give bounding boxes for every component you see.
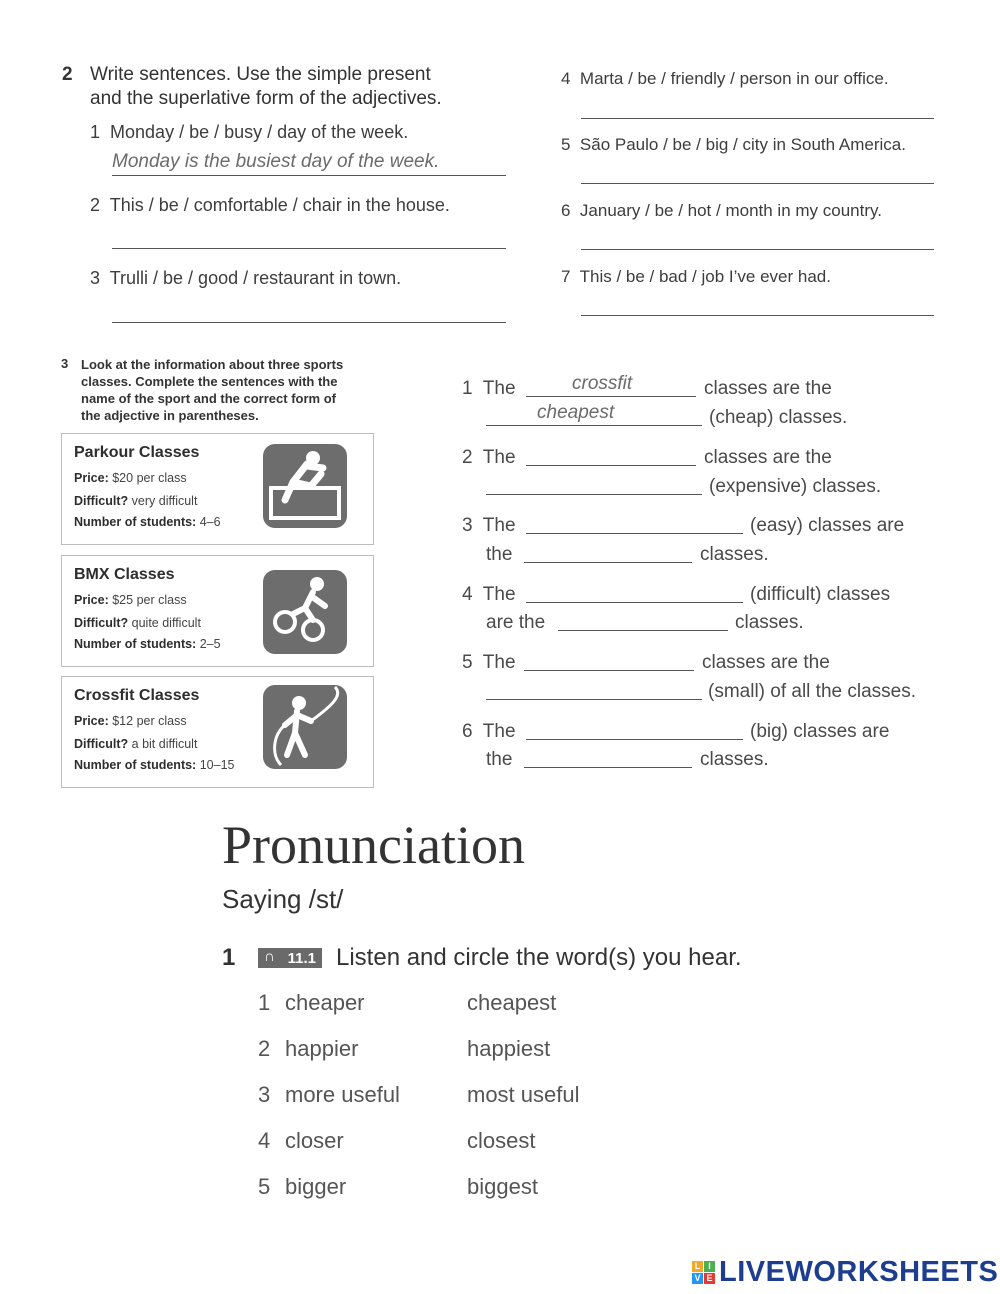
pronunciation-ex-number: 1 (222, 944, 236, 971)
sentence-text: (small) of all the classes. (708, 681, 917, 702)
item-prompt: Monday / be / busy / day of the week. (110, 122, 409, 142)
ex2-instruction-line2: and the superlative form of the adjectives. (90, 88, 442, 109)
sentence-text: classes are the (704, 447, 832, 468)
pron-row-2 (258, 1036, 551, 1062)
sentence-1-blank-1[interactable] (526, 396, 696, 397)
instruction-line: the adjective in parentheses. (81, 408, 259, 423)
parkour-icon (263, 444, 347, 528)
ex3-sentence-1 (462, 378, 516, 400)
item-number: 6 (561, 201, 571, 220)
answer-line (112, 175, 506, 176)
card-difficulty: Difficult? very difficult (74, 494, 198, 508)
card-students: Number of students: 4–6 (74, 515, 221, 529)
item-prompt: This / be / bad / job I’ve ever had. (579, 267, 831, 286)
ex2-item-7 (561, 267, 831, 287)
ex3-number: 3 (61, 356, 69, 371)
ex2-item-3-answer-line[interactable] (112, 322, 506, 323)
sentence-text: classes. (735, 612, 804, 633)
sentence-text: The (482, 378, 516, 399)
word-option-b[interactable]: cheapest (467, 990, 557, 1015)
sentence-text: The (482, 721, 516, 742)
sentence-5-blank-1[interactable] (524, 670, 694, 671)
sentence-text: (big) classes are (750, 721, 890, 742)
card-students: Number of students: 10–15 (74, 758, 235, 772)
instruction-line: name of the sport and the correct form of (81, 391, 336, 406)
sentence-number: 2 (462, 447, 473, 468)
item-prompt: This / be / comfortable / chair in the house. (109, 195, 450, 215)
sentence-text: the (486, 544, 513, 565)
word-option-a[interactable]: closer (285, 1128, 344, 1153)
logo-tiles-icon (692, 1261, 715, 1284)
item-prompt: Trulli / be / good / restaurant in town. (109, 268, 402, 288)
sentence-1-answer-1: crossfit (572, 373, 633, 394)
ex2-item-7-answer-line[interactable] (581, 315, 934, 316)
pron-row-3 (258, 1082, 580, 1108)
pronunciation-title: Pronunciation (222, 815, 525, 875)
row-number: 1 (258, 990, 271, 1015)
ex2-item-1 (90, 122, 408, 143)
bmx-icon (263, 570, 347, 654)
ex2-item-6-answer-line[interactable] (581, 249, 934, 250)
liveworksheets-logo (692, 1256, 998, 1289)
word-option-b[interactable]: biggest (467, 1174, 538, 1199)
ex2-instruction-line1: Write sentences. Use the simple present (90, 64, 431, 85)
ex2-number: 2 (62, 64, 73, 85)
ex2-item-3 (90, 268, 401, 289)
row-number: 3 (258, 1082, 271, 1107)
item-number: 7 (561, 267, 571, 286)
ex3-sentence-5 (462, 652, 516, 674)
ex2-item-5-answer-line[interactable] (581, 183, 934, 184)
pronunciation-subtitle: Saying /st/ (222, 884, 344, 914)
ex2-item-4-answer-line[interactable] (581, 118, 934, 119)
sentence-1-blank-2[interactable] (486, 425, 702, 426)
instruction-line: classes. Complete the sentences with the (81, 374, 338, 389)
item-prompt: January / be / hot / month in my country. (579, 201, 882, 220)
audio-track-number: 11.1 (287, 949, 316, 967)
sentence-text: The (482, 652, 516, 673)
ex3-sentence-4 (462, 584, 516, 606)
sentence-number: 3 (462, 515, 473, 536)
ex2-item-1-answer[interactable]: Monday is the busiest day of the week. (112, 151, 440, 172)
sentence-text: the (486, 749, 513, 770)
sentence-text: (easy) classes are (750, 515, 905, 536)
card-title: Parkour Classes (74, 444, 200, 461)
sentence-number: 6 (462, 721, 473, 742)
word-option-b[interactable]: most useful (467, 1082, 580, 1107)
sentence-number: 5 (462, 652, 473, 673)
item-number: 1 (90, 122, 101, 142)
crossfit-icon (263, 685, 347, 769)
item-prompt: Marta / be / friendly / person in our office. (579, 69, 889, 88)
sentence-3-blank-2[interactable] (524, 562, 692, 563)
ex3-instruction (81, 356, 343, 424)
card-title: BMX Classes (74, 566, 175, 583)
audio-track-badge[interactable] (258, 948, 322, 968)
word-option-a[interactable]: happier (285, 1036, 359, 1061)
ex2-item-2 (90, 195, 450, 216)
pronunciation-instruction: Listen and circle the word(s) you hear. (336, 944, 742, 971)
ex3-sentence-6 (462, 721, 516, 743)
instruction-line: Look at the information about three sports (81, 357, 344, 372)
class-card-parkour (61, 433, 374, 545)
pron-row-5 (258, 1174, 538, 1200)
headphones-icon: ∩ (264, 948, 275, 965)
sentence-4-blank-2[interactable] (558, 630, 728, 631)
pron-row-4 (258, 1128, 536, 1154)
sentence-5-blank-2[interactable] (486, 699, 702, 700)
ex2-item-4 (561, 69, 889, 89)
sentence-number: 1 (462, 378, 473, 399)
word-option-a[interactable]: more useful (285, 1082, 400, 1107)
sentence-text: classes. (700, 749, 769, 770)
class-card-crossfit (61, 676, 374, 788)
card-price: Price: $25 per class (74, 593, 187, 607)
sentence-3-blank-1[interactable] (526, 533, 743, 534)
item-prompt: São Paulo / be / big / city in South America. (579, 135, 906, 154)
sentence-2-blank-1[interactable] (526, 465, 696, 466)
logo-tile: I (704, 1261, 715, 1272)
row-number: 4 (258, 1128, 271, 1153)
card-difficulty: Difficult? a bit difficult (74, 737, 198, 751)
item-number: 2 (90, 195, 101, 215)
logo-tile: V (692, 1273, 703, 1284)
sentence-text: (expensive) classes. (709, 476, 882, 497)
sentence-text: (cheap) classes. (709, 407, 848, 428)
sentence-1-answer-2: cheapest (537, 402, 615, 423)
class-card-bmx (61, 555, 374, 667)
sentence-6-blank-1[interactable] (526, 739, 743, 740)
card-title: Crossfit Classes (74, 687, 200, 704)
ex3-sentence-3 (462, 515, 516, 537)
sentence-text: The (482, 584, 516, 605)
word-option-a[interactable]: bigger (285, 1174, 347, 1199)
sentence-number: 4 (462, 584, 473, 605)
item-number: 5 (561, 135, 571, 154)
card-difficulty: Difficult? quite difficult (74, 616, 201, 630)
word-option-b[interactable]: happiest (467, 1036, 551, 1061)
logo-tile: E (704, 1273, 715, 1284)
sentence-text: The (482, 447, 516, 468)
sentence-text: classes are the (704, 378, 832, 399)
ex2-item-5 (561, 135, 906, 155)
sentence-6-blank-2[interactable] (524, 767, 692, 768)
card-price: Price: $12 per class (74, 714, 187, 728)
row-number: 2 (258, 1036, 271, 1061)
word-option-a[interactable]: cheaper (285, 990, 365, 1015)
sentence-4-blank-1[interactable] (526, 602, 743, 603)
item-number: 4 (561, 69, 571, 88)
sentence-2-blank-2[interactable] (486, 494, 702, 495)
brand-name: LIVEWORKSHEETS (719, 1256, 999, 1288)
card-students: Number of students: 2–5 (74, 637, 221, 651)
item-number: 3 (90, 268, 101, 288)
ex2-item-6 (561, 201, 882, 221)
ex2-item-2-answer-line[interactable] (112, 248, 506, 249)
sentence-text: (difficult) classes (750, 584, 891, 605)
pron-row-1 (258, 990, 557, 1016)
sentence-text: classes. (700, 544, 769, 565)
ex3-sentence-2 (462, 447, 516, 469)
logo-tile: L (692, 1261, 703, 1272)
card-price: Price: $20 per class (74, 471, 187, 485)
sentence-text: classes are the (702, 652, 830, 673)
sentence-text: are the (486, 612, 546, 633)
sentence-text: The (482, 515, 516, 536)
row-number: 5 (258, 1174, 271, 1199)
word-option-b[interactable]: closest (467, 1128, 536, 1153)
